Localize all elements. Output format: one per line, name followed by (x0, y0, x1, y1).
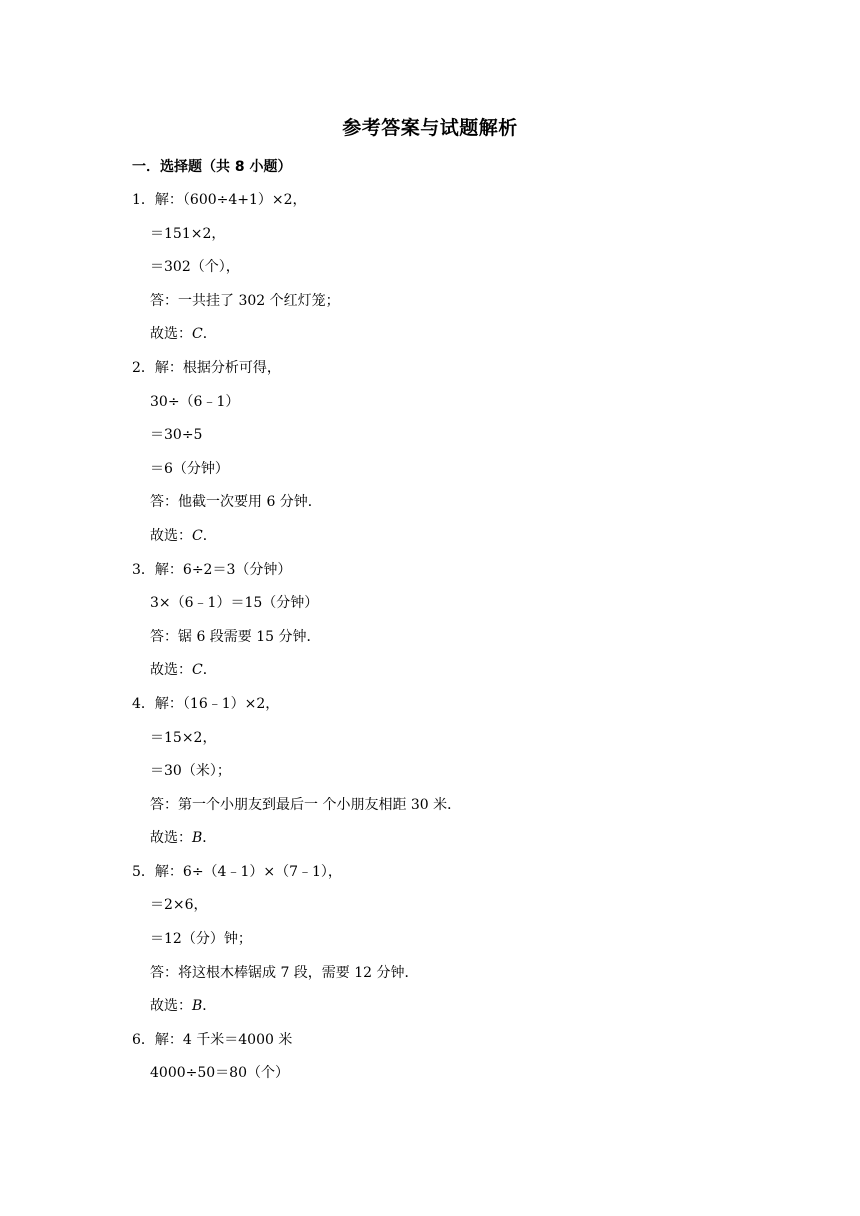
answer-choice: 故选：C． (150, 662, 217, 679)
item-number: 1． (132, 192, 155, 208)
answer-line: 答：一共挂了 302 个红灯笼； (150, 292, 340, 309)
answer-line: ＝15×2， (150, 729, 217, 746)
item-number: 6． (132, 1031, 155, 1048)
answer-line: ＝302（个）， (150, 259, 240, 276)
page-title: 参考答案与试题解析 (342, 117, 518, 139)
answer-choice: 故选：C． (150, 527, 217, 544)
choice-letter: C (192, 326, 203, 343)
answer-line (132, 357, 752, 391)
answer-line (132, 1029, 752, 1063)
answer-line: ＝2×6， (150, 897, 208, 914)
item-number: 2． (132, 359, 155, 376)
answer-choice: 故选：B． (150, 998, 217, 1015)
section-heading: 一．选择题（共 8 小题） (132, 159, 292, 175)
choice-letter: C (192, 662, 203, 679)
answer-choice: 故选：B． (150, 830, 217, 847)
answer-list (132, 189, 752, 1096)
answer-line: 答：锯 6 段需要 15 分钟． (150, 628, 321, 645)
answer-text: 解：（16﹣1）×2， (154, 695, 280, 712)
answer-line: 4000÷50＝80（个） (150, 1065, 289, 1082)
answer-line: 30÷（6﹣1） (150, 393, 240, 410)
answer-line: ＝30（米）； (150, 763, 231, 780)
answer-text: 解：6÷（4﹣1）×（7﹣1）， (154, 863, 342, 880)
answer-text: 解：6÷2＝3（分钟） (154, 561, 292, 578)
answer-line: ＝12（分）钟； (150, 931, 252, 948)
choice-letter: B (192, 830, 203, 847)
answer-line (132, 693, 752, 727)
answer-text: 解：根据分析可得， (154, 359, 281, 376)
choice-letter: C (192, 527, 203, 544)
answer-line: ＝6（分钟） (150, 460, 229, 477)
answer-choice: 故选：C． (150, 326, 217, 343)
answer-line: ＝151×2， (150, 225, 226, 242)
answer-text: 解：（600÷4+1）×2， (154, 192, 307, 208)
answer-line (132, 559, 752, 593)
item-number: 4． (132, 695, 155, 712)
item-number: 5． (132, 863, 155, 880)
choice-letter: B (192, 998, 203, 1015)
answer-line: 答：第一个小朋友到最后一 个小朋友相距 30 米． (150, 796, 462, 813)
answer-text: 解：4 千米＝4000 米 (154, 1031, 293, 1048)
item-number: 3． (132, 561, 155, 578)
answer-line: 3×（6﹣1）＝15（分钟） (150, 595, 319, 612)
answer-line: 答：将这根木棒锯成 7 段，需要 12 分钟． (150, 964, 419, 981)
answer-line: 答：他截一次要用 6 分钟． (150, 494, 322, 511)
answer-line: ＝30÷5 (150, 427, 203, 444)
answer-line (132, 189, 752, 223)
answer-line (132, 861, 752, 895)
